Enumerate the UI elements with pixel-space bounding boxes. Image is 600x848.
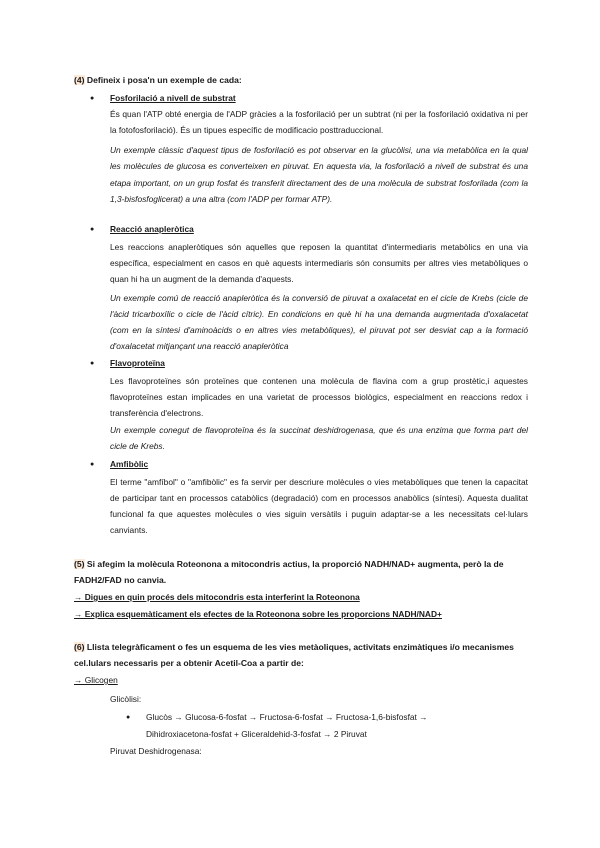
item-example: Un exemple clàssic d'aquest tipus de fosforilació es pot observar en la glucòlisi, una via metabòlica en la qual les molècules de glucosa es converteixen en piruvat. En aquesta via, la fosforilació a nivell de substrat és una etapa important, on un grup fosfat és transferit directament des de una molècula de substrat fosforilada (com la 1,3-bisfosfoglicerat) a una altra (com l'ADP per formar ATP). bbox=[110, 145, 528, 204]
question-4-heading bbox=[74, 74, 534, 87]
question-number: (4) bbox=[74, 75, 85, 85]
question-5-sub1: → Digues en quin procés dels mitocondris esta interferint la Roteonona bbox=[74, 592, 360, 602]
item-definition: Les flavoproteïnes són proteïnes que contenen una molècula de flavina com a grup prostètic,i aquestes flavoproteïnes estan implicades en una varietat de processos biològics, especialment en reaccions redox i transferència d'electrons. bbox=[110, 376, 528, 418]
question-6-heading bbox=[74, 640, 534, 671]
question-text: Si afegim la molècula Roteonona a mitocondris actius, la proporció NADH/NAD+ augmenta, però la de FADH2/FAD no canvia. bbox=[74, 559, 504, 585]
piruvat-label: Piruvat Deshidrogenasa: bbox=[110, 746, 202, 756]
question-number: (5) bbox=[74, 559, 85, 569]
item-definition: Les reaccions anapleròtiques són aquelles que reposen la quantitat d'intermediaris metabòlics en una via específica, especialment en casos en què aquests intermediaris són consumits per altres vies metabòliques o quan hi ha un augment de la demanda d'aquests. bbox=[110, 242, 528, 284]
bullet-icon: ● bbox=[90, 95, 95, 102]
glicolisi-label: Glicòlisi: bbox=[110, 694, 142, 704]
item-title: Amfibòlic bbox=[110, 459, 149, 469]
item-title: Flavoproteïna bbox=[110, 358, 165, 368]
pathway-line-2: Dihidroxiacetona-fosfat + Gliceraldehid-3-fosfat → 2 Piruvat bbox=[146, 729, 367, 739]
bullet-icon: ● bbox=[90, 226, 95, 233]
question-text: Llista telegràficament o fes un esquema de les vies metàoliques, activitats enzimàtiques i/o mecanismes cel.lulars necessaris per a obtenir Acetil-Coa a partir de: bbox=[74, 642, 514, 668]
item-definition: El terme "amfíbol" o "amfibòlic" es fa servir per descriure molècules o vies metabòliques que tenen la capacitat de participar tant en processos catabòlics (degradació) com en processos anabòlics (síntesi). Aquesta dualitat funcional fa que aquestes molècules o vies siguin versàtils i puguin adaptar-se a les necessitats cel·lulars canviants. bbox=[110, 477, 528, 535]
pathway-line-1: Glucòs → Glucosa-6-fosfat → Fructosa-6-fosfat → Fructosa-1,6-bisfosfat → bbox=[146, 712, 428, 722]
item-definition: És quan l'ATP obté energia de l'ADP gràcies a la fosforilació per un subtrat (ni per la fosforilació oxidativa ni per la fotofosforilació). És un tipues específic de modificacio posttraduccional. bbox=[110, 109, 528, 135]
item-title: Fosforilació a nivell de substrat bbox=[110, 93, 236, 103]
bullet-icon: ● bbox=[90, 360, 95, 367]
item-example: Un exemple conegut de flavoproteïna és la succinat deshidrogenasa, que és una enzima que forma part del cicle de Krebs. bbox=[110, 425, 528, 451]
question-number: (6) bbox=[74, 642, 85, 652]
item-title: Reacció anapleròtica bbox=[110, 224, 194, 234]
question-5-sub2: → Explica esquemàticament els efectes de la Roteonona sobre les proporcions NADH/NAD+ bbox=[74, 609, 442, 619]
source-glicogen: → Glicogen bbox=[74, 675, 118, 685]
question-5-heading bbox=[74, 557, 534, 588]
question-text: Defineix i posa'n un exemple de cada: bbox=[84, 75, 242, 85]
bullet-icon: ● bbox=[90, 461, 95, 468]
bullet-icon: ● bbox=[126, 714, 131, 721]
item-example: Un exemple comú de reacció anapleròtica és la conversió de piruvat a oxalacetat en el cicle de Krebs (cicle de l'àcid tricarboxílic o cicle de l'àcid cítric). En condicions en què hi ha una demanda augmentada d'oxalacetat (com en la síntesi d'aminoàcids o en altres vies metabòliques), el piruvat pot ser desviat cap a la formació d'oxalacetat mitjançant una reacció anapleròtica bbox=[110, 293, 528, 351]
